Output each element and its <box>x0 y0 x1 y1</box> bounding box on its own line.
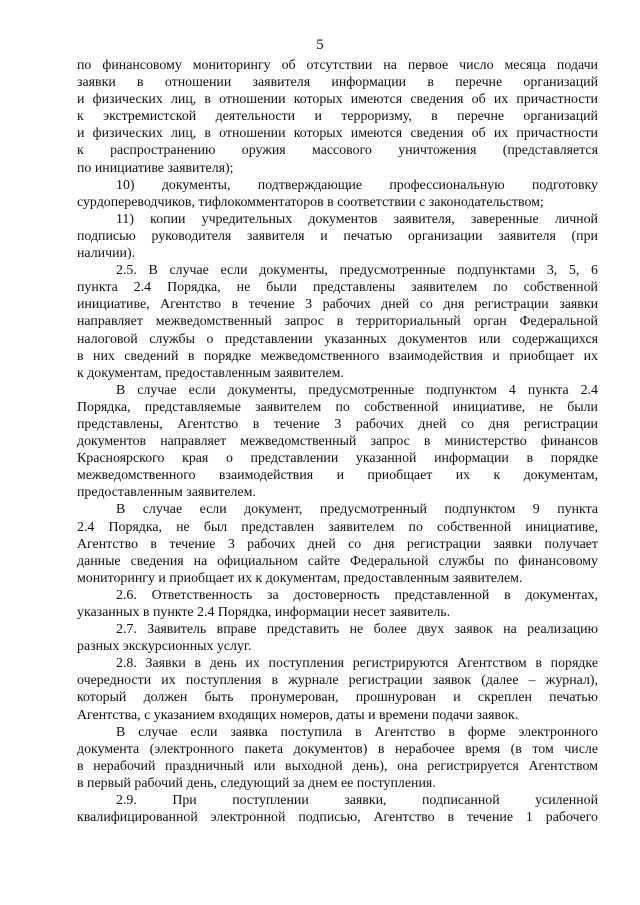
text-line: 2.5. В случае если документы, предусмотренные подпунктами 3, 5, 6 <box>116 263 598 279</box>
text-line: инициативе, Агентство в течение 3 рабочих дней со дня регистрации заявки <box>77 297 598 313</box>
text-line: представлены, Агентство в течение 3 рабочих дней со дня регистрации <box>77 416 598 432</box>
text-line: 10) документы, подтверждающие профессиональную подготовку <box>116 177 598 193</box>
text-line: 2.4 Порядка, не был представлен заявителем по собственной инициативе, <box>77 519 598 535</box>
text-line: Агентства, с указанием входящих номеров, даты и времени подачи заявок. <box>77 707 519 723</box>
text-line: по инициативе заявителя); <box>77 160 234 176</box>
text-line: данные сведения на официальном сайте Федеральной службы по финансовому <box>77 553 598 569</box>
page-number: 5 <box>316 37 324 53</box>
text-line: 2.7. Заявитель вправе представить не более двух заявок на реализацию <box>116 622 598 638</box>
text-line: пункта 2.4 Порядка, не были представлены заявителем по собственной <box>77 280 598 296</box>
text-line: очередности их поступления в журнале регистрации заявок (далее – журнал), <box>77 673 598 689</box>
text-line: 2.9. При поступлении заявки, подписанной усиленной <box>116 793 598 809</box>
text-line: разных экскурсионных услуг. <box>77 639 252 655</box>
text-line: сурдопереводчиков, тифлокомментаторов в соответствии с законодательством; <box>77 194 544 210</box>
text-line: направляет межведомственный запрос в территориальный орган Федеральной <box>77 314 598 330</box>
text-line: документа (электронного пакета документов) в нерабочее время (в том числе <box>77 741 598 757</box>
text-line: Агентство в течение 3 рабочих дней со дня регистрации заявки получает <box>77 536 598 552</box>
text-line: и физических лиц, в отношении которых имеются сведения об их причастности <box>77 92 598 108</box>
text-line: Красноярского края о представлении указанной информации в порядке <box>77 451 598 467</box>
text-line: В случае если документ, предусмотренный подпунктом 9 пункта <box>116 502 598 518</box>
text-line: предоставленным заявителем. <box>77 485 256 501</box>
text-line: документов направляет межведомственный запрос в министерство финансов <box>77 434 598 450</box>
text-line: в них сведений в порядке межведомственного взаимодействия и приобщает их <box>77 348 598 364</box>
text-line: к экстремистской деятельности и терроризму, в перечне организаций <box>77 109 598 125</box>
text-line: мониторингу и приобщает их к документам, предоставленным заявителем. <box>77 570 523 586</box>
text-line: к распространению оружия массового уничтожения (представляется <box>77 143 598 159</box>
text-line: 2.6. Ответственность за достоверность представленной в документах, <box>116 587 598 603</box>
text-line: В случае если заявка поступила в Агентство в форме электронного <box>116 724 598 740</box>
text-line: который должен быть пронумерован, прошнурован и скреплен печатью <box>77 690 598 706</box>
text-line: В случае если документы, предусмотренные подпунктом 4 пункта 2.4 <box>116 382 598 398</box>
text-line: 2.8. Заявки в день их поступления регистрируются Агентством в порядке <box>116 656 598 672</box>
text-line: в первый рабочий день, следующий за днем ее поступления. <box>77 775 436 791</box>
text-line: наличии). <box>77 246 136 262</box>
text-line: к документам, предоставленным заявителем. <box>77 365 344 381</box>
text-line: квалифицированной электронной подписью, Агентство в течение 1 рабочего <box>77 810 598 826</box>
text-line: в нерабочий праздничный или выходной день), она регистрируется Агентством <box>77 758 598 774</box>
document-body <box>77 57 598 826</box>
text-line: заявки в отношении заявителя информации в перечне организаций <box>77 75 598 91</box>
text-line: 11) копии учредительных документов заявителя, заверенные личной <box>116 211 598 227</box>
text-line: подписью руководителя заявителя и печатью организации заявителя (при <box>77 228 598 244</box>
text-line: указанных в пункте 2.4 Порядка, информации несет заявитель. <box>77 605 451 620</box>
text-line: налоговой службы о представлении указанных документов или содержащихся <box>77 331 598 347</box>
text-line: межведомственного взаимодействия и приобщает их к документам, <box>77 468 598 484</box>
text-line: и физических лиц, в отношении которых имеются сведения об их причастности <box>77 126 598 142</box>
text-line: по финансовому мониторингу об отсутствии на первое число месяца подачи <box>77 58 598 73</box>
text-line: Порядка, представляемые заявителем по собственной инициативе, не были <box>77 399 598 415</box>
